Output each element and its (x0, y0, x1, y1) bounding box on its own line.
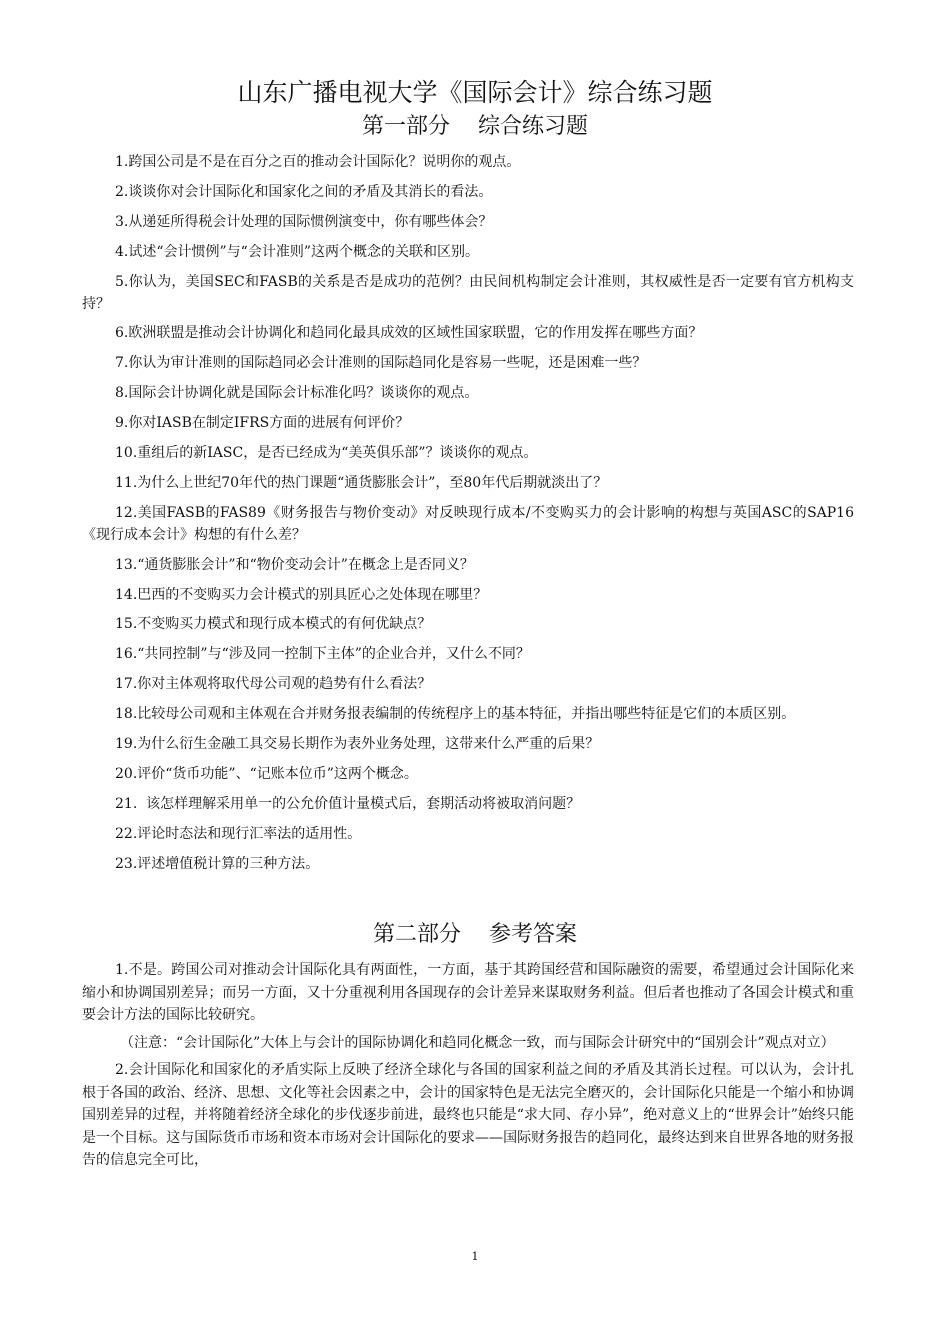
question-item: 5.你认为，美国SEC和FASB的关系是否是成功的范例？由民间机构制定会计准则，其权威性是否一定要有官方机构支持？ (82, 273, 854, 312)
question-item: 10.重组后的新IASC，是否已经成为“美英俱乐部”？谈谈你的观点。 (115, 445, 538, 462)
question-item: 11.为什么上世纪70年代的热门课题“通货膨胀会计”，至80年代后期就淡出了？ (115, 474, 608, 491)
question-item: 2.谈谈你对会计国际化和国家化之间的矛盾及其消长的看法。 (115, 183, 493, 200)
question-item: 14.巴西的不变购买力会计模式的别具匠心之处体现在哪里？ (115, 586, 488, 603)
question-item: 6.欧洲联盟是推动会计协调化和趋同化最具成效的区域性国家联盟，它的作用发挥在哪些方面？ (115, 325, 703, 342)
question-item: 23.评述增值税计算的三种方法。 (115, 855, 320, 872)
question-item: 7.你认为审计准则的国际趋同必会计准则的国际趋同化是容易一些呢，还是困难一些？ (115, 355, 647, 372)
question-item: 18.比较母公司观和主体观在合并财务报表编制的传统程序上的基本特征，并指出哪些特征是它们的本质区别。 (115, 706, 796, 723)
answer-paragraph: 1.不是。跨国公司对推动会计国际化具有两面性，一方面，基于其跨国经营和国际融资的需要，希望通过会计国际化来缩小和协调国别差异；而另一方面，又十分重视利用各国现存的会计差异来谋取财务利益。但后者也推动了各国会计模式和重要会计方法的国际比较研究。 (82, 962, 854, 1023)
part1-heading: 第一部分 综合练习题 (362, 114, 588, 139)
answer-note: （注意：“会计国际化”大体上与会计的国际协调化和趋同化概念一致，而与国际会计研究中的“国别会计”观点对立） (120, 1034, 835, 1051)
document-title: 山东广播电视大学《国际会计》综合练习题 (237, 78, 713, 107)
question-item: 4.试述“会计惯例”与“会计准则”这两个概念的关联和区别。 (115, 243, 479, 260)
question-item: 17.你对主体观将取代母公司观的趋势有什么看法？ (115, 676, 432, 693)
answer-paragraph: 2.会计国际化和国家化的矛盾实际上反映了经济全球化与各国的国家利益之间的矛盾及其消长过程。可以认为，会计扎根于各国的政治、经济、思想、文化等社会因素之中，会计的国家特色是无法完全磨灭的，会计国际化只能是一个缩小和协调国别差异的过程，并将随着经济全球化的步伐逐步前进，最终也只能是“求大同、存小异”，绝对意义上的“世界会计”始终只能是一个目标。这与国际货币市场和资本市场对会计国际化的要求——国际财务报告的趋同化，最终达到来自世界各地的财务报告的信息完全可比， (82, 1062, 854, 1168)
question-item: 1.跨国公司是不是在百分之百的推动会计国际化？说明你的观点。 (115, 154, 521, 170)
question-item: 16.“共同控制”与“涉及同一控制下主体”的企业合并，又什么不同？ (115, 646, 530, 663)
part2-heading: 第二部分 参考答案 (373, 922, 577, 947)
question-list (82, 151, 854, 882)
question-item: 20.评价“货币功能”、“记账本位币”这两个概念。 (115, 765, 418, 782)
question-item: 12.美国FASB的FAS89《财务报告与物价变动》对反映现行成本/不变购买力的会计影响的构想与英国ASC的SAP16《现行成本会计》构想的有什么差？ (82, 504, 854, 543)
page-number: 1 (471, 1250, 479, 1263)
question-item: 9.你对IASB在制定IFRS方面的进展有何评价？ (115, 415, 410, 432)
question-item: 8.国际会计协调化就是国际会计标准化吗？谈谈你的观点。 (115, 385, 479, 402)
question-item: 22.评论时态法和现行汇率法的适用性。 (115, 825, 362, 842)
question-item: 13.“通货膨胀会计”和“物价变动会计”在概念上是否同义？ (115, 556, 474, 573)
question-item: 15.不变购买力模式和现行成本模式的有何优缺点？ (115, 616, 432, 633)
question-item: 3.从递延所得税会计处理的国际惯例演变中，你有哪些体会？ (115, 213, 493, 230)
question-item: 21. 该怎样理解采用单一的公允价值计量模式后，套期活动将被取消问题？ (115, 795, 581, 812)
question-item: 19.为什么衍生金融工具交易长期作为表外业务处理，这带来什么严重的后果？ (115, 736, 600, 753)
answer-list (82, 959, 854, 1177)
